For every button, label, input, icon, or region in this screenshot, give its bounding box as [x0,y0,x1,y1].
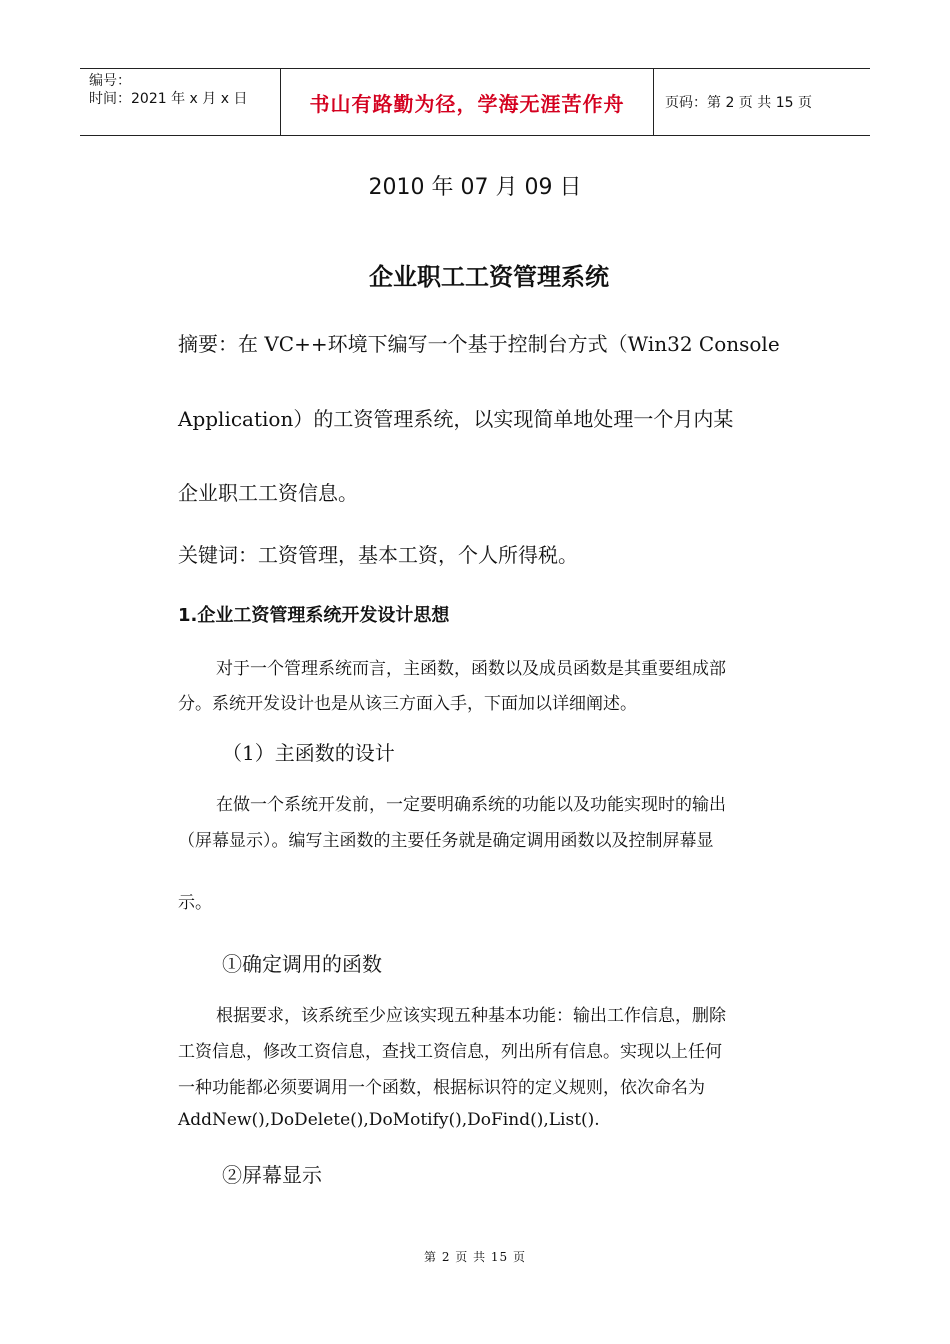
paragraph-line: 分。系统开发设计也是从该三方面入手，下面加以详细阐述。 [178,694,637,714]
section-heading: 1.企业工资管理系统开发设计思想 [178,605,450,626]
header-number-label: 编号： [89,73,131,89]
item-heading: ①确定调用的函数 [222,952,382,976]
paragraph-line: 工资信息，修改工资信息，查找工资信息，列出所有信息。实现以上任何 [178,1042,722,1062]
item-heading: ②屏幕显示 [222,1163,322,1187]
paragraph-line: 在做一个系统开发前，一定要明确系统的功能以及功能实现时的输出 [216,795,726,815]
header-motto: 书山有路勤为径，学海无涯苦作舟 [281,69,654,135]
abstract-line: 摘要：在 VC++环境下编写一个基于控制台方式（Win32 Console [178,332,780,356]
paragraph-line: 根据要求，该系统至少应该实现五种基本功能：输出工作信息，删除 [216,1006,726,1026]
page-header [80,68,870,136]
paragraph-line: AddNew(),DoDelete(),DoMotify(),DoFind(),List(). [178,1110,600,1130]
header-page-info: 页码：第 2 页 共 15 页 [665,95,812,111]
abstract-line: 企业职工工资信息。 [178,481,358,505]
paragraph-line: 示。 [178,893,212,913]
paragraph-line: （屏幕显示）。编写主函数的主要任务就是确定调用函数以及控制屏幕显 [178,831,714,851]
paragraph-line: 对于一个管理系统而言，主函数，函数以及成员函数是其重要组成部 [216,659,726,679]
subsection-heading: （1）主函数的设计 [222,741,395,765]
document-date: 2010 年 07 月 09 日 [368,175,582,200]
abstract-line: Application）的工资管理系统，以实现简单地处理一个月内某 [178,407,734,431]
paragraph-line: 一种功能都必须要调用一个函数，根据标识符的定义规则，依次命名为 [178,1078,705,1098]
header-meta-cell [80,69,281,135]
page-footer: 第 2 页 共 15 页 [424,1250,526,1264]
header-time-label: 时间：2021 年 x 月 x 日 [89,91,248,107]
document-title: 企业职工工资管理系统 [369,263,609,291]
keywords-line: 关键词：工资管理，基本工资，个人所得税。 [178,543,578,567]
